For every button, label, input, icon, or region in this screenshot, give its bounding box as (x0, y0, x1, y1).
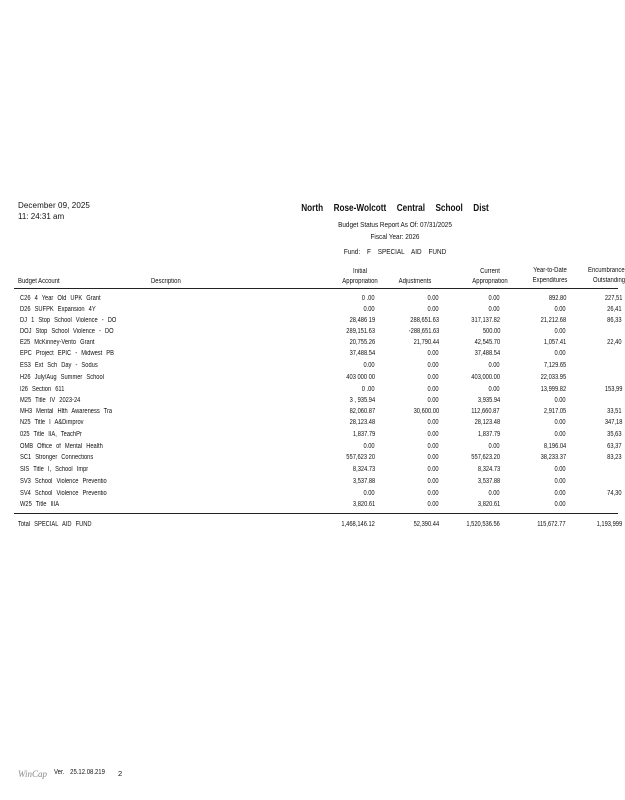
ytd-cell: 0.00 (554, 397, 566, 404)
ytd-cell: 13,999.82 (540, 386, 566, 393)
initial-cell: 289,151.63 (346, 328, 375, 335)
initial-cell: 557,623 20 (346, 454, 375, 461)
table-row (0, 315, 622, 326)
total-initial: 1,468,146.12 (341, 521, 375, 528)
initial-cell: 8,324.73 (352, 466, 375, 473)
table-row (0, 441, 622, 452)
encumbrance-cell: 74,30 (607, 490, 622, 497)
account-cell: W25 Title IIIA (20, 501, 60, 508)
current-cell: 0.00 (488, 362, 500, 369)
initial-cell: 28,486 19 (349, 317, 375, 324)
ytd-cell: 0.00 (554, 431, 566, 438)
total-rule (14, 513, 618, 514)
initial-cell: 3,820.61 (352, 501, 375, 508)
total-adjustments: 52,390.44 (413, 521, 439, 528)
encumbrance-cell: 63,37 (607, 443, 622, 450)
col-ytd-line2: Expenditures (532, 277, 568, 284)
table-row (0, 293, 622, 304)
adjustments-cell: 0.00 (427, 295, 439, 302)
col-budget-account: Budget Account (18, 278, 60, 285)
table-row (0, 406, 622, 417)
col-description: Description (151, 278, 181, 285)
col-encumbrance-line2: Outstanding (593, 277, 625, 284)
report-date: December 09, 2025 (18, 201, 90, 210)
adjustments-cell: 0.00 (427, 466, 439, 473)
header-rule (14, 288, 618, 289)
initial-cell: 28,123.48 (349, 419, 375, 426)
ytd-cell: 892.80 (548, 295, 566, 302)
encumbrance-cell: 86,33 (607, 317, 622, 324)
account-cell: DJ 1 Stop School Violence - DO (20, 317, 117, 324)
account-cell: D26 SUFPK Expansion 4Y (20, 306, 96, 313)
initial-cell: 0.00 (363, 443, 375, 450)
encumbrance-cell: 26,41 (607, 306, 622, 313)
ytd-cell: 0.00 (554, 478, 566, 485)
current-cell: 1,837.79 (477, 431, 500, 438)
current-cell: 8,324.73 (477, 466, 500, 473)
initial-cell: 3,537.88 (352, 478, 375, 485)
table-row (0, 464, 618, 475)
current-cell: 3,537.88 (477, 478, 500, 485)
initial-cell: 0 .00 (362, 295, 375, 302)
col-adjustments: Adjustments (398, 278, 432, 285)
current-cell: 3,820.61 (477, 501, 500, 508)
encumbrance-cell: 35,63 (607, 431, 622, 438)
adjustments-cell: 0.00 (427, 443, 439, 450)
ytd-cell: 7,129.65 (543, 362, 566, 369)
current-cell: 500.00 (482, 328, 500, 335)
account-cell: I26 Section 611 (20, 386, 65, 393)
current-cell: 0.00 (488, 386, 500, 393)
table-row (0, 488, 622, 499)
account-cell: DOJ Stop School Violence - DO (20, 328, 114, 335)
current-cell: 42,545.70 (474, 339, 500, 346)
col-current-line2: Appropriation (472, 278, 508, 285)
current-cell: 28,123.48 (474, 419, 500, 426)
col-initial-line1: Initial (353, 268, 367, 275)
version-text: Ver. 25.12.08.219 (54, 769, 105, 776)
total-label: Total SPECIAL AID FUND (18, 521, 92, 528)
current-cell: 557,623.20 (471, 454, 500, 461)
initial-cell: 20,755.26 (349, 339, 375, 346)
wincap-logo: WinCap (18, 769, 48, 779)
account-cell: ES3 Ext Sch Day - Sodus (20, 362, 98, 369)
ytd-cell: 21,212.68 (540, 317, 566, 324)
current-cell: 0.00 (488, 295, 500, 302)
ytd-cell: 0.00 (554, 419, 566, 426)
total-row (0, 519, 622, 530)
district-title: North Rose-Wolcott Central School Dist (301, 203, 489, 214)
ytd-cell: 22,033.95 (540, 374, 566, 381)
ytd-cell: 1,057.41 (543, 339, 566, 346)
current-cell: 3,935.94 (477, 397, 500, 404)
account-cell: N25 Title I A&Dimprov (20, 419, 84, 426)
total-current: 1,520,536.56 (466, 521, 500, 528)
col-initial-line2: Appropriation (342, 278, 378, 285)
total-ytd: 115,672.77 (537, 521, 566, 528)
adjustments-cell: 0.00 (427, 454, 439, 461)
adjustments-cell: 0.00 (427, 397, 439, 404)
adjustments-cell: 0.00 (427, 386, 439, 393)
col-ytd-line1: Year-to-Date (533, 267, 567, 274)
adjustments-cell: 0.00 (427, 350, 439, 357)
current-cell: 403,000.00 (471, 374, 500, 381)
initial-cell: 37,488.54 (349, 350, 375, 357)
encumbrance-cell: 347,18 (604, 419, 622, 426)
current-cell: 317,137.82 (471, 317, 500, 324)
current-cell: 0.00 (488, 490, 500, 497)
account-cell: SIS Title I, School Impr (20, 466, 89, 473)
adjustments-cell: -288,651.63 (408, 328, 439, 335)
adjustments-cell: 21,790.44 (413, 339, 439, 346)
table-row (0, 476, 618, 487)
account-cell: OMB Office of Mental Health (20, 443, 103, 450)
table-row (0, 337, 622, 348)
table-row (0, 348, 618, 359)
account-cell: EPC Project EPIC - Midwest PB (20, 350, 114, 357)
table-row (0, 304, 622, 315)
ytd-cell: 0.00 (554, 328, 566, 335)
adjustments-cell: 0.00 (427, 419, 439, 426)
initial-cell: 0.00 (363, 490, 375, 497)
encumbrance-cell: 22,40 (607, 339, 622, 346)
encumbrance-cell: 153,99 (604, 386, 622, 393)
account-cell: 025 Title IIA, TeachPr (20, 431, 82, 438)
encumbrance-cell: 33,51 (607, 408, 622, 415)
initial-cell: 0 .00 (362, 386, 375, 393)
table-row (0, 499, 618, 510)
current-cell: 0.00 (488, 443, 500, 450)
account-cell: SC1 Stronger Connections (20, 454, 94, 461)
adjustments-cell: 0.00 (427, 306, 439, 313)
ytd-cell: 38,233.37 (540, 454, 566, 461)
account-cell: M25 Title IV 2023-24 (20, 397, 81, 404)
account-cell: E25 McKinney-Vento Grant (20, 339, 95, 346)
adjustments-cell: 288,651.63 (410, 317, 439, 324)
total-encumbrance: 1,193,999 (596, 521, 622, 528)
adjustments-cell: 0.00 (427, 431, 439, 438)
table-row (0, 417, 622, 428)
col-current-line1: Current (480, 268, 500, 275)
ytd-cell: 8,196.04 (543, 443, 566, 450)
account-cell: SV4 School Violence Preventio (20, 490, 107, 497)
account-cell: H26 July/Aug Summer School (20, 374, 104, 381)
ytd-cell: 0.00 (554, 466, 566, 473)
fund-label: Fund: F SPECIAL AID FUND (343, 247, 447, 256)
encumbrance-cell: 227,51 (604, 295, 622, 302)
initial-cell: 82,060.87 (349, 408, 375, 415)
current-cell: 112,660.87 (471, 408, 500, 415)
ytd-cell: 0.00 (554, 490, 566, 497)
adjustments-cell: 0.00 (427, 374, 439, 381)
ytd-cell: 0.00 (554, 306, 566, 313)
table-row (0, 452, 622, 463)
page-number: 2 (118, 769, 123, 778)
initial-cell: 0.00 (363, 362, 375, 369)
account-cell: C26 4 Year Old UPK Grant (20, 295, 101, 302)
ytd-cell: 0.00 (554, 501, 566, 508)
encumbrance-cell: 83,23 (607, 454, 622, 461)
ytd-cell: 2,917.05 (543, 408, 566, 415)
table-row (0, 326, 618, 337)
report-subtitle: Budget Status Report As Of: 07/31/2025 (338, 220, 452, 229)
account-cell: MH3 Mental Hlth Awareness Tra (20, 408, 113, 415)
table-row (0, 384, 622, 395)
table-row (0, 395, 618, 406)
account-cell: SV3 School Violence Preventio (20, 478, 107, 485)
ytd-cell: 0.00 (554, 350, 566, 357)
initial-cell: 0.00 (363, 306, 375, 313)
table-row (0, 360, 618, 371)
adjustments-cell: 0.00 (427, 490, 439, 497)
table-row (0, 429, 622, 440)
initial-cell: 1,837.79 (352, 431, 375, 438)
initial-cell: 3 , 935.94 (349, 397, 375, 404)
table-row (0, 372, 618, 383)
report-time: 11: 24:31 am (18, 212, 65, 221)
adjustments-cell: 30,600.00 (413, 408, 439, 415)
adjustments-cell: 0.00 (427, 362, 439, 369)
col-encumbrance-line1: Encumbrance (588, 267, 625, 274)
fiscal-year: Fiscal Year: 2026 (370, 232, 420, 241)
current-cell: 0.00 (488, 306, 500, 313)
adjustments-cell: 0.00 (427, 501, 439, 508)
initial-cell: 403 000 00 (346, 374, 375, 381)
adjustments-cell: 0.00 (427, 478, 439, 485)
current-cell: 37,488.54 (474, 350, 500, 357)
